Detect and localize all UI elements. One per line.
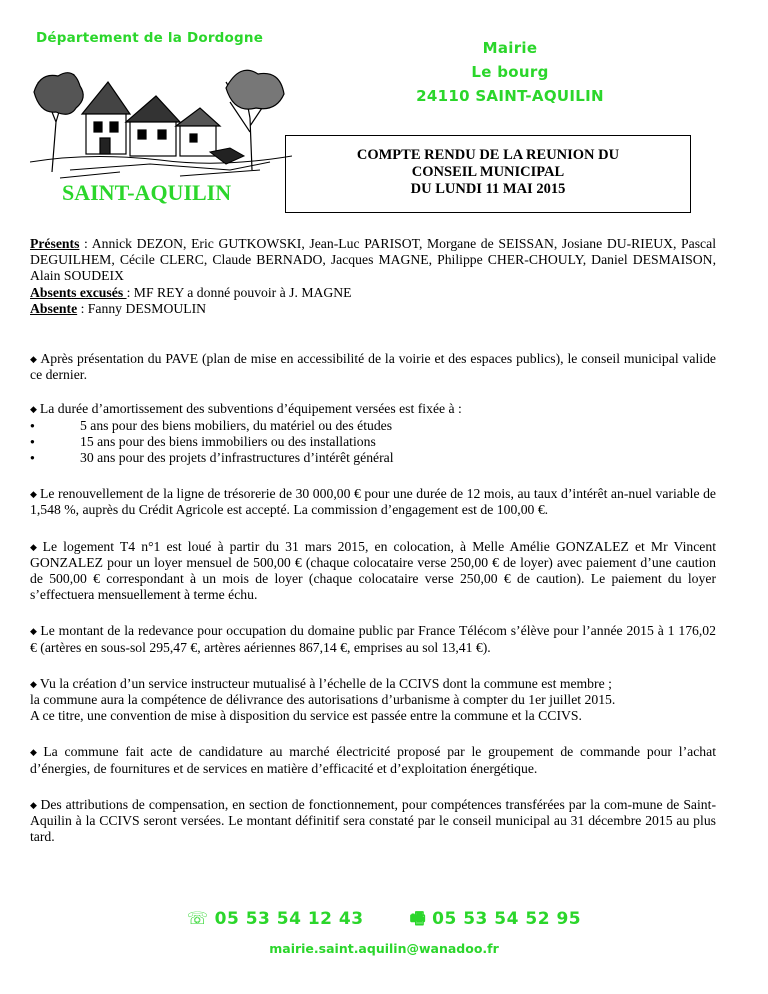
village-illustration (30, 52, 292, 182)
phone-number[interactable]: 05 53 54 12 43 (214, 909, 364, 929)
phone-icon: ☏ (186, 909, 209, 929)
diamond-bullet-icon: ◆ (30, 489, 38, 500)
report-body (30, 236, 716, 845)
title-line-1: COMPTE RENDU DE LA REUNION DU (356, 147, 620, 163)
item-pave-text: Après présentation du PAVE (plan de mise en accessibilité de la voirie et des espaces publics), le conseil municipal valide ce dernier. (30, 351, 716, 383)
item-electricite (30, 744, 716, 776)
item-amort-intro: La durée d’amortissement des subventions d’équipement versées est fixée à : (39, 401, 462, 417)
item-logement (30, 539, 716, 604)
title-line-2: CONSEIL MUNICIPAL (411, 164, 565, 180)
attendance-excused (30, 285, 716, 301)
item-ccivs (30, 676, 716, 725)
item-pave (30, 351, 716, 383)
email-link[interactable]: mairie.saint.aquilin@wanadoo.fr (269, 941, 499, 956)
diamond-bullet-icon: ◆ (30, 354, 38, 365)
diamond-bullet-icon: ◆ (30, 678, 37, 689)
mairie-line-2: Le bourg (471, 63, 549, 81)
item-redevance (30, 623, 716, 655)
fax-icon: 🖷 (409, 909, 427, 929)
report-title-box (285, 135, 691, 213)
mairie-line-1: Mairie (482, 39, 538, 57)
mairie-address (360, 36, 660, 108)
town-name: SAINT-AQUILIN (62, 180, 232, 205)
list-item: ● 15 ans pour des biens immobiliers ou des installations (30, 434, 716, 450)
excused-label: Absents excusés (30, 284, 127, 300)
mairie-line-3: 24110 SAINT-AQUILIN (416, 87, 604, 105)
item-ccivs-line-3: A ce titre, une convention de mise à disposition du service est passée entre la commune et la CCIVS. (30, 708, 582, 724)
diamond-bullet-icon: ◆ (30, 626, 38, 637)
item-logement-text: Le logement T4 n°1 est loué à partir du 31 mars 2015, en colocation, à Melle Amélie GONZALEZ et Mr Vincent GONZALEZ pour un loyer mensuel de 500,00 € (chaque colocataire verse 250,00 € de loyer) avec paiement d’une caution de 500,00 € correspondant à un mois de loyer (chaque colocataire verse 250,00 € de caution). Le paiement du loyer s’effectuera mensuellement à terme échu. (30, 538, 717, 603)
department-label: Département de la Dordogne (36, 30, 264, 46)
diamond-bullet-icon: ◆ (30, 541, 40, 552)
item-ccivs-line-2: la commune aura la compétence de délivrance des autorisations d’urbanisme à compter du 1er juillet 2015. (30, 692, 616, 708)
item-electricite-text: La commune fait acte de candidature au marché électricité proposé par le groupement de commande pour l’achat d’énergies, de fournitures et de services en matière d’efficacité et d’exploitation énergétique. (30, 744, 717, 776)
item-tresorerie (30, 486, 716, 518)
item-amortissement (30, 401, 716, 417)
item-redevance-text: Le montant de la redevance pour occupation du domaine public par France Télécom s’élève pour l’année 2015 à 1 176,02 € (artères en sous-sol 295,47 €, artères aériennes 867,14 €, emprises au sol 13,41 €). (30, 623, 716, 655)
title-line-3: DU LUNDI 11 MAI 2015 (410, 181, 566, 197)
item-ccivs-line-1: Vu la création d’un service instructeur mutualisé à l’échelle de la CCIVS dont la commune est membre ; (39, 675, 612, 691)
excused-text: : MF REY a donné pouvoir à J. MAGNE (126, 284, 352, 300)
amortissement-list (30, 418, 716, 467)
item-compensation (30, 797, 716, 846)
absent-label: Absente (30, 300, 78, 316)
diamond-bullet-icon: ◆ (30, 799, 38, 810)
diamond-bullet-icon: ◆ (30, 747, 41, 758)
list-item: ● 5 ans pour des biens mobiliers, du matériel ou des études (30, 418, 716, 434)
diamond-bullet-icon: ◆ (30, 404, 37, 415)
item-compensation-text: Des attributions de compensation, en section de fonctionnement, pour compétences transférées par la com-mune de Saint-Aquilin à la CCIVS seront versées. Le montant définitif sera constaté par le conseil municipal au 31 décembre 2015 au plus tard. (30, 796, 717, 845)
item-tresorerie-text: Le renouvellement de la ligne de trésorerie de 30 000,00 € pour une durée de 12 mois, au taux d’intérêt an-nuel variable de 1,548 %, auprès du Crédit Agricole est accepté. La commission d’engagement est de 100,00 €. (30, 486, 717, 518)
absent-text: : Fanny DESMOULIN (77, 300, 207, 316)
attendance-present (30, 236, 716, 285)
present-list: : Annick DEZON, Eric GUTKOWSKI, Jean-Luc PARISOT, Morgane de SEISSAN, Josiane DU-RIEUX, Pascal DEGUILHEM, Cécile CLERC, Claude BERNADO, Jacques MAGNE, Philippe CHER-CHOULY, Daniel DESMAISON, Alain SOUDEIX (30, 236, 716, 284)
present-label: Présents (30, 236, 80, 251)
attendance-absent (30, 301, 716, 317)
footer (0, 906, 768, 956)
fax-number: 05 53 54 52 95 (432, 909, 582, 929)
contact-numbers (0, 906, 768, 935)
list-item: ● 30 ans pour des projets d’infrastructures d’intérêt général (30, 450, 716, 466)
